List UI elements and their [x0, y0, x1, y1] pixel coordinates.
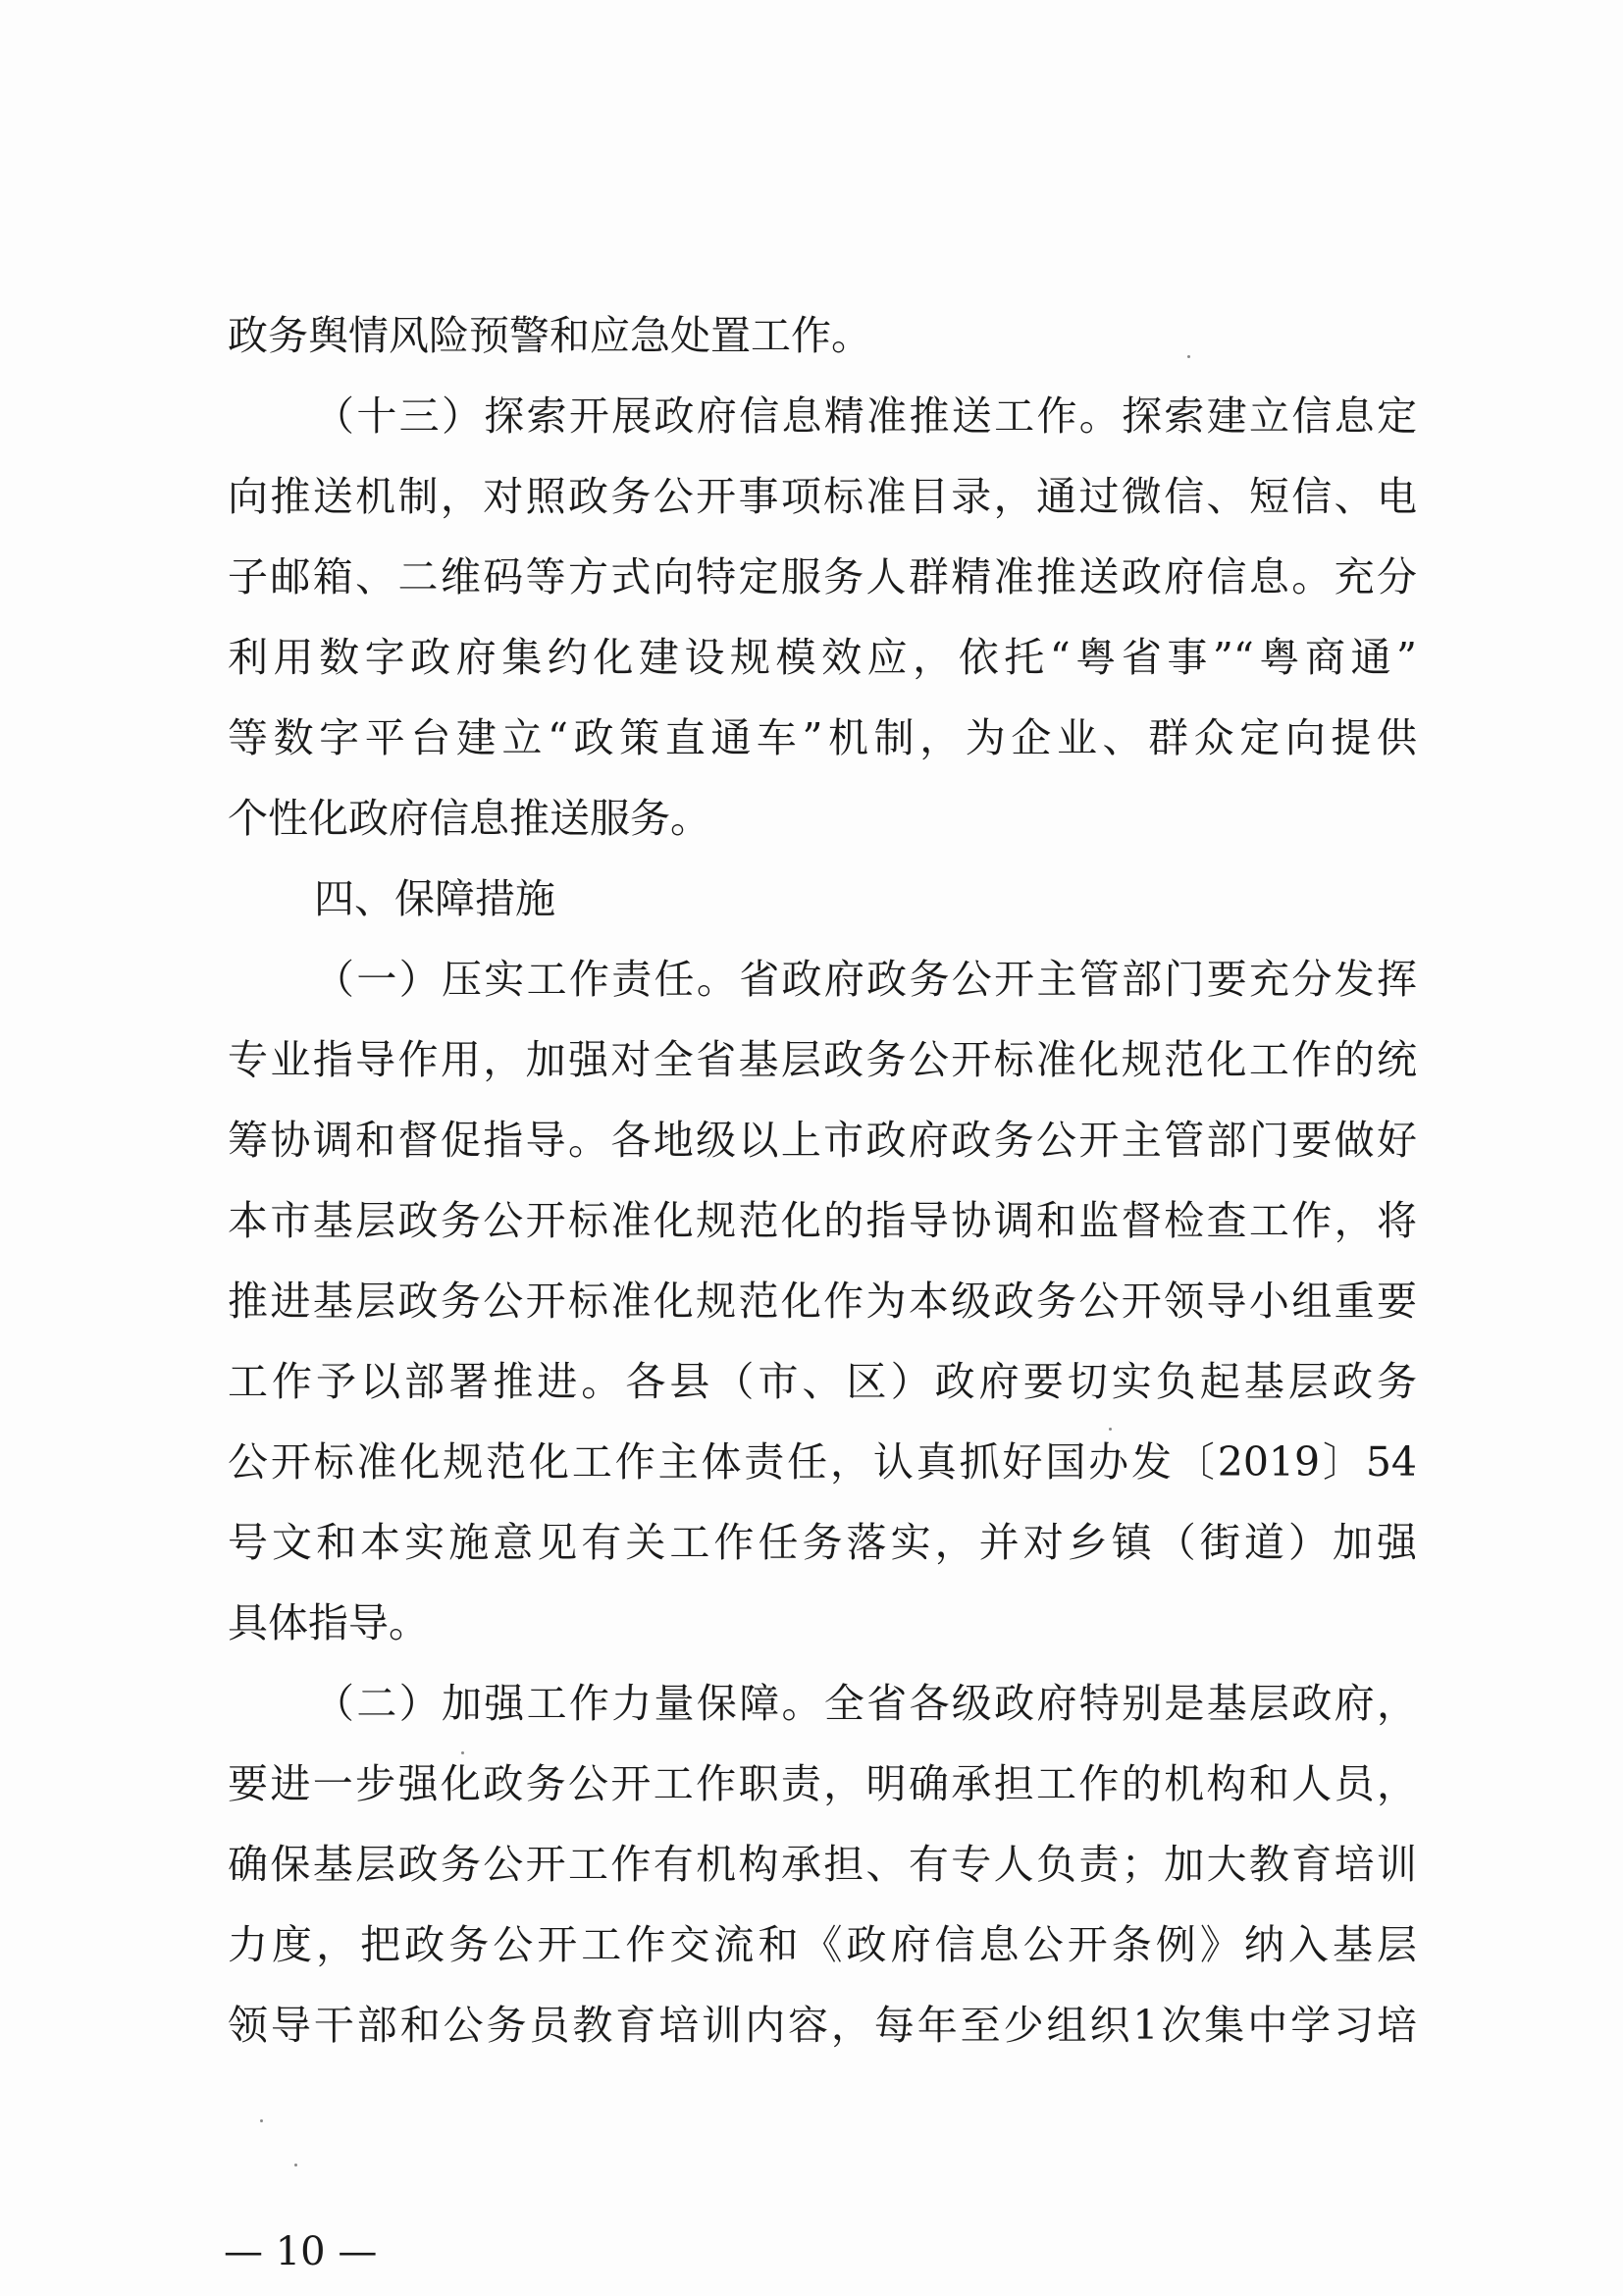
text-line: 具体指导。 — [228, 1599, 429, 1646]
text-line: 利用数字政府集约化建设规模效应，依托“粤省事”“粤商通” — [228, 634, 1417, 681]
text-line: 本市基层政务公开标准化规范化的指导协调和监督检查工作，将 — [228, 1197, 1417, 1244]
scan-speck — [294, 2164, 297, 2166]
text-line: 专业指导作用，加强对全省基层政务公开标准化规范化工作的统 — [228, 1036, 1417, 1083]
scan-speck — [461, 1751, 464, 1754]
text-line: 政务舆情风险预警和应急处置工作。 — [228, 312, 871, 359]
scan-speck — [260, 2119, 263, 2122]
text-line: 号文和本实施意见有关工作任务落实，并对乡镇（街道）加强 — [228, 1519, 1417, 1566]
text-line: 子邮箱、二维码等方式向特定服务人群精准推送政府信息。充分 — [228, 553, 1417, 600]
text-line: （十三）探索开展政府信息精准推送工作。探索建立信息定 — [314, 392, 1417, 440]
text-line: 确保基层政务公开工作有机构承担、有专人负责；加大教育培训 — [228, 1841, 1417, 1888]
section-heading: 四、保障措施 — [314, 875, 555, 922]
text-line: 公开标准化规范化工作主体责任，认真抓好国办发〔2019〕54 — [228, 1438, 1417, 1486]
text-line: 向推送机制，对照政务公开事项标准目录，通过微信、短信、电 — [228, 473, 1417, 520]
text-line: 领导干部和公务员教育培训内容，每年至少组织1次集中学习培 — [228, 2002, 1417, 2049]
text-line: 个性化政府信息推送服务。 — [228, 795, 710, 842]
scan-speck — [1187, 355, 1190, 358]
text-line: 工作予以部署推进。各县（市、区）政府要切实负起基层政务 — [228, 1358, 1417, 1405]
text-line: 要进一步强化政务公开工作职责，明确承担工作的机构和人员， — [228, 1760, 1417, 1807]
text-line: 推进基层政务公开标准化规范化作为本级政务公开领导小组重要 — [228, 1278, 1417, 1325]
text-line: 力度，把政务公开工作交流和《政府信息公开条例》纳入基层 — [228, 1921, 1417, 1968]
text-line: 等数字平台建立“政策直通车”机制，为企业、群众定向提供 — [228, 714, 1417, 761]
text-line: 筹协调和督促指导。各地级以上市政府政务公开主管部门要做好 — [228, 1117, 1417, 1164]
text-line: （二）加强工作力量保障。全省各级政府特别是基层政府， — [314, 1680, 1417, 1727]
text-line: （一）压实工作责任。省政府政务公开主管部门要充分发挥 — [314, 956, 1417, 1003]
page-number: — 10 — — [224, 2229, 378, 2274]
scan-speck — [1109, 1428, 1112, 1431]
